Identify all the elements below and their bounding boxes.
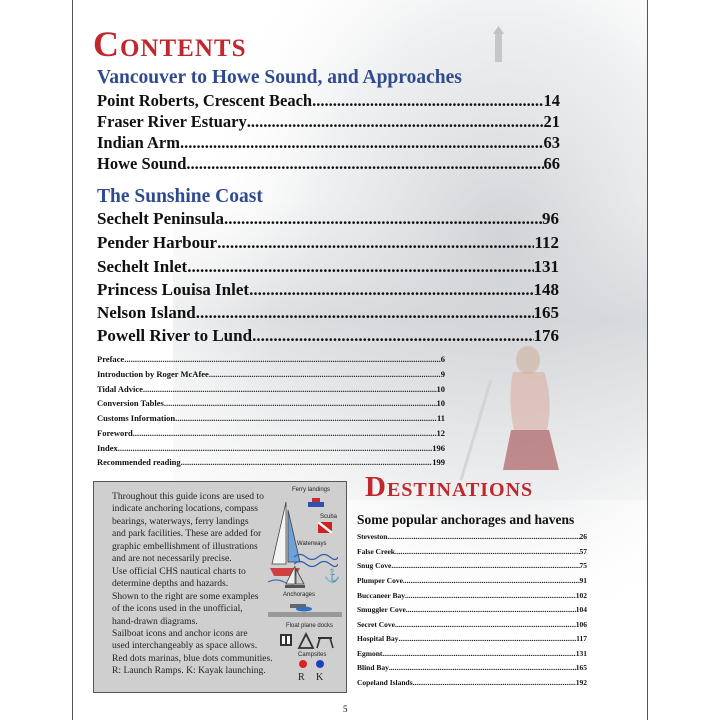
campsites-label: Campsites bbox=[298, 652, 327, 658]
anchorages-label: Anchorages bbox=[283, 592, 316, 598]
front-matter-entry[interactable]: Introduction by Roger McAfee ..... 9 bbox=[97, 369, 445, 379]
destination-entry[interactable]: Secret Cove ..... 106 bbox=[357, 620, 587, 629]
section-heading-vancouver: Vancouver to Howe Sound, and Approaches bbox=[97, 67, 462, 88]
book-page bbox=[72, 0, 648, 720]
campsite-icons bbox=[278, 632, 334, 650]
section-heading-sunshine-coast: The Sunshine Coast bbox=[97, 186, 263, 207]
community-dot-icon bbox=[316, 660, 324, 668]
toc-entry[interactable]: Sechelt Inlet ..... 131 bbox=[97, 257, 559, 277]
toc-entry[interactable]: Princess Louisa Inlet ..... 148 bbox=[97, 280, 559, 300]
front-matter-entry[interactable]: Foreword ..... 12 bbox=[97, 428, 445, 438]
destination-entry[interactable]: Copeland Islands ..... 192 bbox=[357, 678, 587, 687]
toc-entry[interactable]: Indian Arm ..... 63 bbox=[97, 133, 560, 153]
float-plane-icon bbox=[268, 602, 342, 618]
toc-entry[interactable]: Sechelt Peninsula ..... 96 bbox=[97, 209, 559, 229]
front-matter-entry[interactable]: Preface ..... 6 bbox=[97, 354, 445, 364]
marina-community-dots bbox=[298, 659, 328, 669]
front-matter-entry[interactable]: Tidal Advice ..... 10 bbox=[97, 384, 445, 394]
legend-text: Throughout this guide icons are used to indicate anchoring locations, compass bearings, waterways, ferry landings and park facilities. These are added for graphic embellishment of illustrations and are not necessarily precise. Use official CHS nautical charts to determine depths and hazards. Shown to the right are some examples of the icons used in the unofficial, hand-drawn diagrams. Sailboat icons and anchor icons are used interchangeably as space allows. Red dots marinas, blue dots communities. R: Launch Ramps. K: Kayak launching. bbox=[112, 491, 273, 677]
destination-entry[interactable]: Steveston ..... 26 bbox=[357, 532, 587, 541]
contents-title: Contents bbox=[93, 24, 247, 64]
destination-entry[interactable]: Blind Bay ..... 165 bbox=[357, 663, 587, 672]
destination-entry[interactable]: Snug Cove ..... 75 bbox=[357, 561, 587, 570]
destinations-subtitle: Some popular anchorages and havens bbox=[357, 512, 575, 527]
marina-dot-icon bbox=[299, 660, 307, 668]
toc-entry[interactable]: Pender Harbour ..... 112 bbox=[97, 233, 559, 253]
scuba-label: Scuba bbox=[320, 514, 338, 520]
destination-entry[interactable]: Plumper Cove ..... 91 bbox=[357, 576, 587, 585]
scuba-flag-icon bbox=[318, 522, 332, 533]
destination-entry[interactable]: Smuggler Cove ..... 104 bbox=[357, 605, 587, 614]
waterways-label: Waterways bbox=[297, 541, 327, 547]
float-plane-docks-label: Float plane docks bbox=[286, 623, 334, 629]
toc-entry[interactable]: Powell River to Lund ..... 176 bbox=[97, 326, 559, 346]
destination-entry[interactable]: Egmont ..... 131 bbox=[357, 649, 587, 658]
icon-legend-box bbox=[93, 481, 347, 693]
ferry-icon bbox=[306, 496, 326, 510]
destination-entry[interactable]: False Creek ..... 57 bbox=[357, 547, 587, 556]
destination-entry[interactable]: Hospital Bay ..... 117 bbox=[357, 634, 587, 643]
toc-entry[interactable]: Fraser River Estuary ..... 21 bbox=[97, 112, 560, 132]
page-number: 5 bbox=[343, 704, 348, 714]
kayak-launch-letter: K bbox=[316, 672, 324, 683]
destinations-title: Destinations bbox=[365, 471, 534, 503]
front-matter-entry[interactable]: Recommended reading ..... 199 bbox=[97, 457, 445, 467]
anchorage-sailboat-icon bbox=[284, 566, 306, 590]
launch-ramp-letter: R bbox=[298, 672, 305, 683]
front-matter-entry[interactable]: Index ..... 196 bbox=[97, 443, 445, 453]
destination-entry[interactable]: Buccaneer Bay ..... 102 bbox=[357, 591, 587, 600]
toc-entry[interactable]: Point Roberts, Crescent Beach ..... 14 bbox=[97, 91, 560, 111]
front-matter-entry[interactable]: Customs Information ..... 11 bbox=[97, 413, 445, 423]
toc-entry[interactable]: Nelson Island ..... 165 bbox=[97, 303, 559, 323]
anchor-icon: ⚓ bbox=[324, 568, 341, 583]
front-matter-entry[interactable]: Conversion Tables ..... 10 bbox=[97, 398, 445, 408]
toc-entry[interactable]: Howe Sound ..... 66 bbox=[97, 154, 560, 174]
ferry-landings-label: Ferry landings bbox=[292, 487, 331, 493]
